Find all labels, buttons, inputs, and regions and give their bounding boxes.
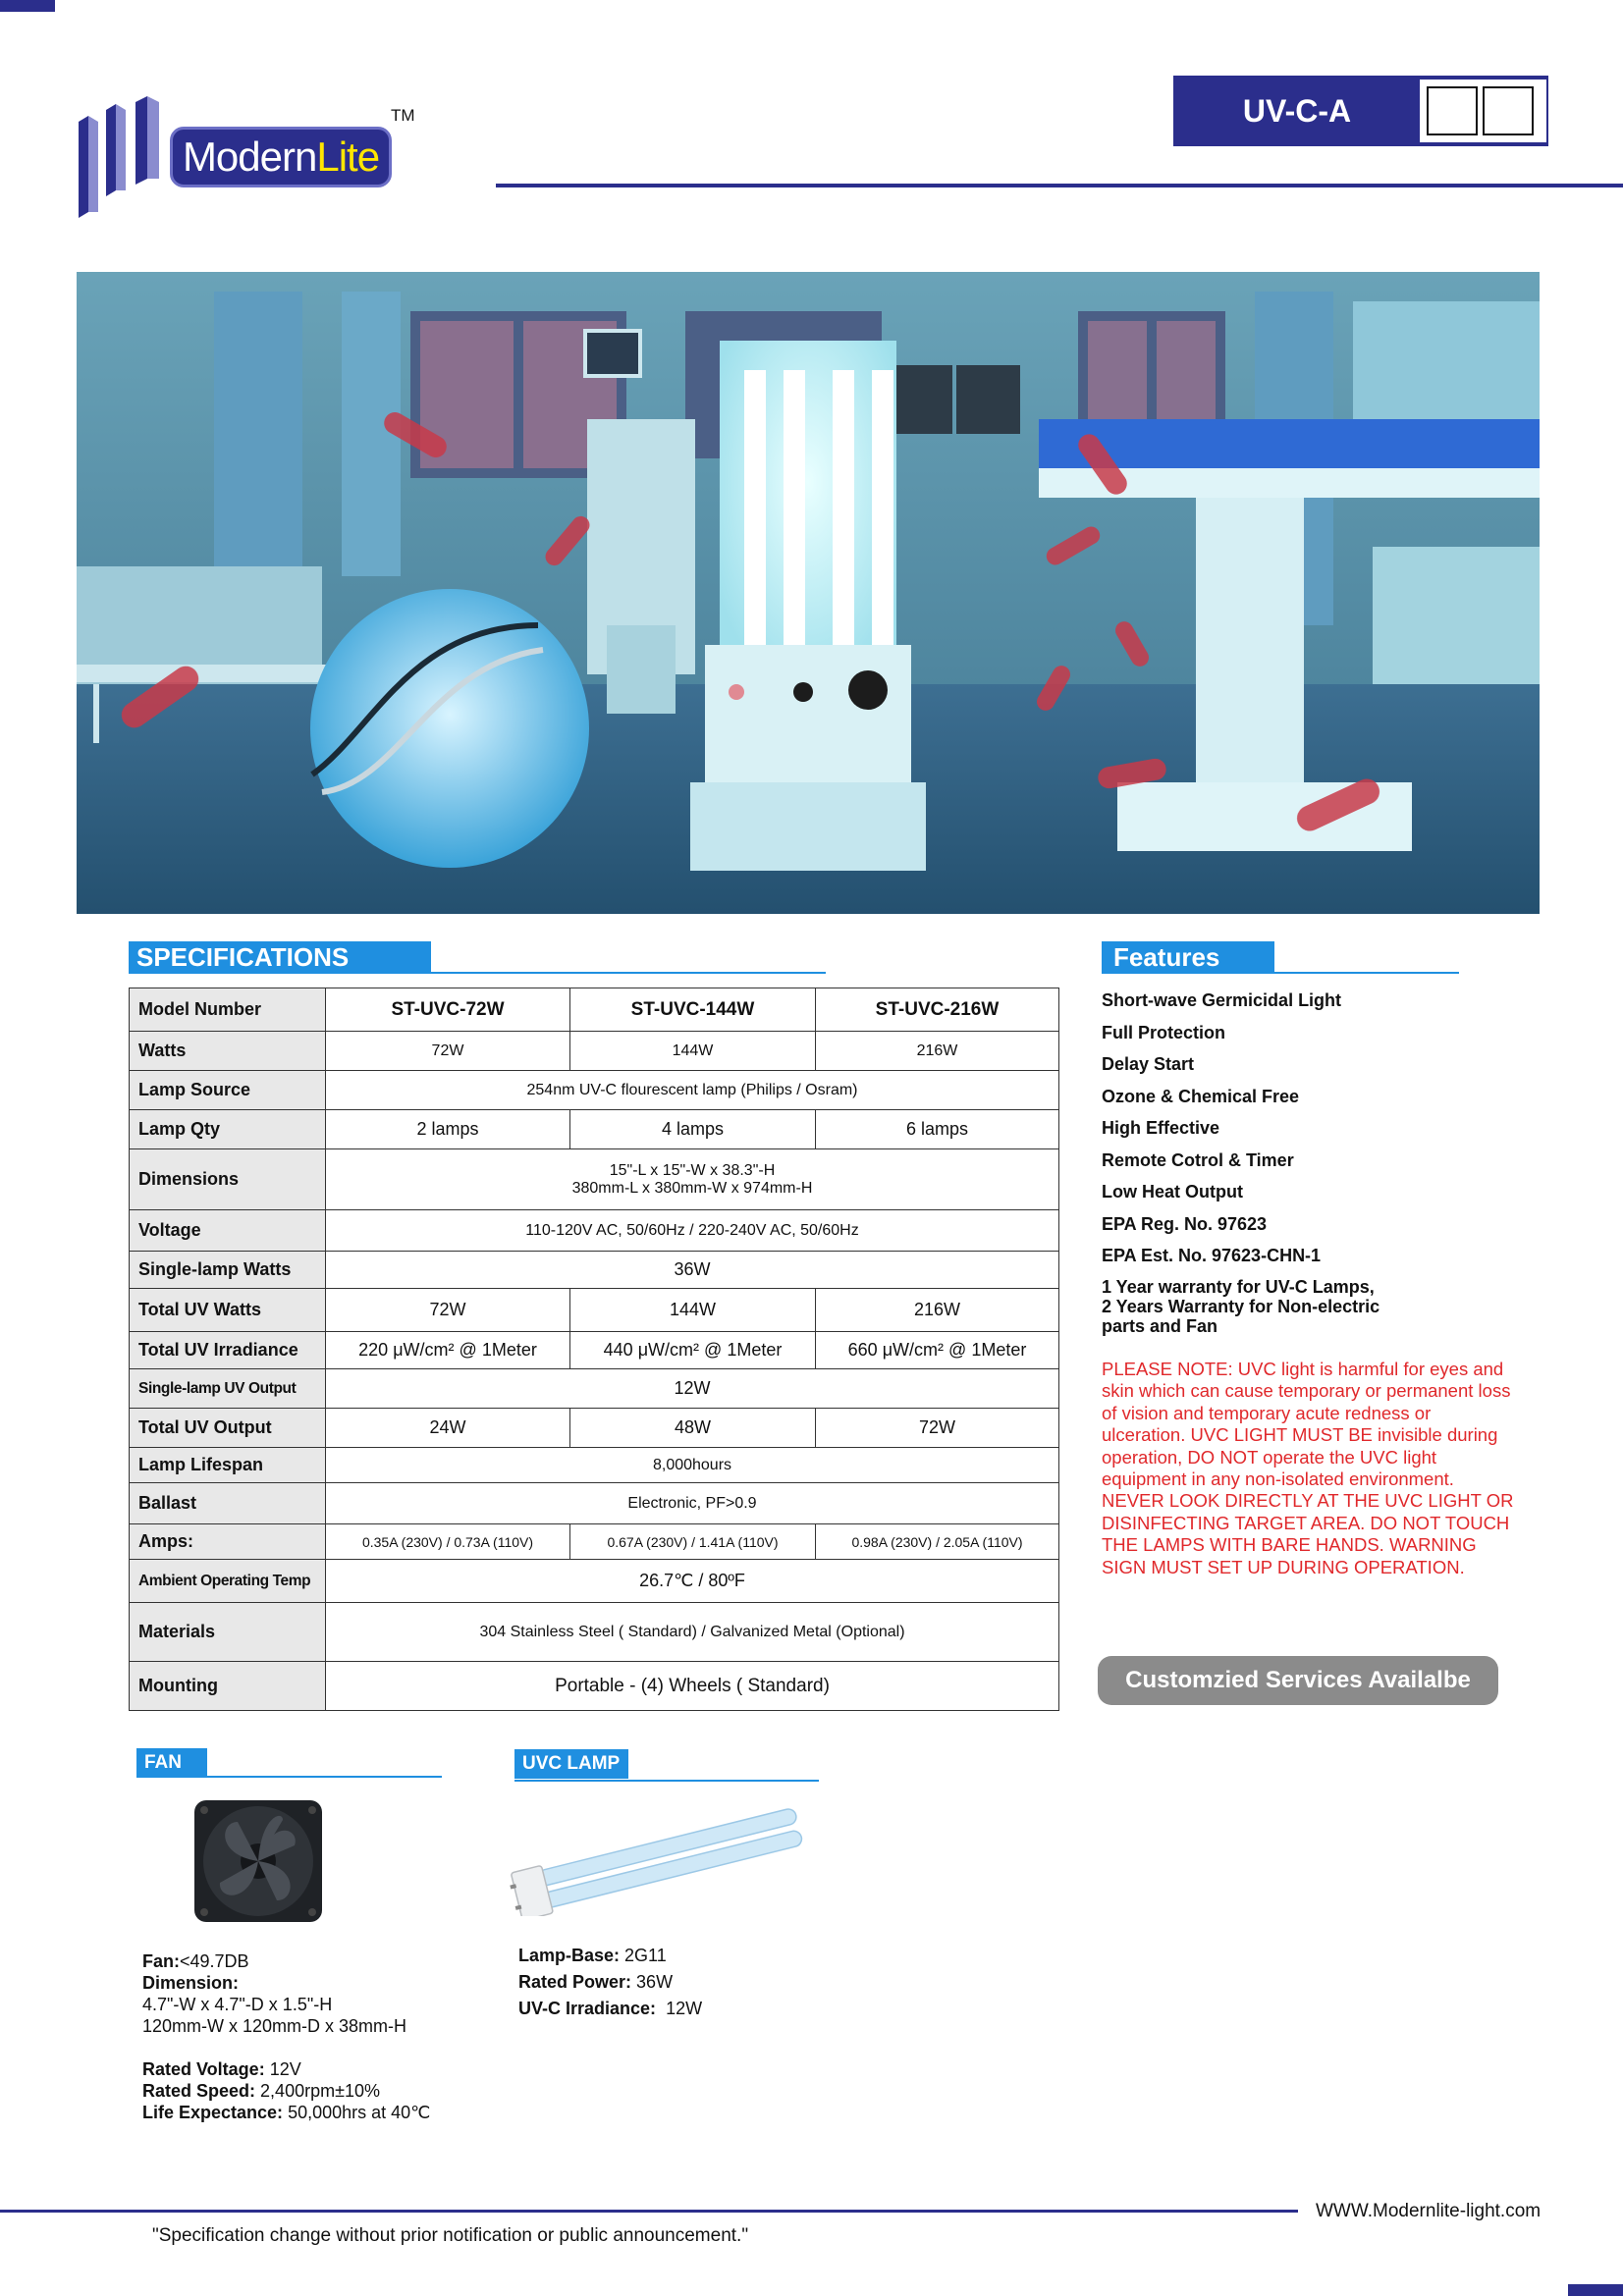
cell: 2 lamps xyxy=(326,1110,570,1149)
table-row xyxy=(130,1110,1059,1149)
row-label: Lamp Lifespan xyxy=(130,1448,326,1483)
cell: 72W xyxy=(326,1289,570,1332)
cell: 24W xyxy=(326,1409,570,1448)
fan-speed-label: Rated Speed: xyxy=(142,2081,256,2101)
lamp-power-label: Rated Power: xyxy=(518,1972,632,1992)
row-label: Mounting xyxy=(130,1662,326,1711)
cell: 440 μW/cm² @ 1Meter xyxy=(570,1332,816,1369)
row-label: Materials xyxy=(130,1603,326,1662)
uvc-lamp-heading: UVC LAMP xyxy=(514,1749,628,1779)
feature-item: Short-wave Germicidal Light xyxy=(1102,990,1342,1010)
row-label: Lamp Source xyxy=(130,1071,326,1110)
feature-item: Remote Cotrol & Timer xyxy=(1102,1149,1294,1170)
uv-disinfection-room-illustration xyxy=(77,272,1540,914)
fan-heading: FAN xyxy=(136,1748,207,1778)
trademark-symbol: TM xyxy=(391,106,415,125)
cell: 660 μW/cm² @ 1Meter xyxy=(816,1332,1059,1369)
cooling-fan-icon xyxy=(192,1798,324,1924)
footer-divider xyxy=(0,2210,1298,2213)
cell: 36W xyxy=(326,1252,1059,1289)
table-row xyxy=(130,1524,1059,1560)
fan-voltage-label: Rated Voltage: xyxy=(142,2059,265,2079)
cell: 0.35A (230V) / 0.73A (110V) xyxy=(326,1524,570,1560)
table-row xyxy=(130,1409,1059,1448)
row-label: Amps: xyxy=(130,1524,326,1560)
disclaimer-text: "Specification change without prior notification or public announcement." xyxy=(152,2225,749,2246)
cell: 216W xyxy=(816,1032,1059,1071)
model-number-header: Model Number xyxy=(130,988,326,1032)
lamp-irradiance-label: UV-C Irradiance: xyxy=(518,1999,657,2018)
cell: 26.7℃ / 80ºF xyxy=(326,1560,1059,1603)
logo-wordmark xyxy=(170,127,392,187)
badge-checkbox-area xyxy=(1420,80,1546,142)
column-header: ST-UVC-216W xyxy=(816,988,1059,1032)
cell: 216W xyxy=(816,1289,1059,1332)
lamp-irradiance-value: 12W xyxy=(666,1999,703,2018)
table-row xyxy=(130,1252,1059,1289)
table-row xyxy=(130,1560,1059,1603)
dimension-imperial: 15"-L x 15"-W x 38.3"-H xyxy=(609,1161,776,1179)
column-header: ST-UVC-144W xyxy=(570,988,816,1032)
specifications-table xyxy=(129,988,1059,1711)
fan-life-value: 50,000hrs at 40℃ xyxy=(288,2103,431,2122)
warranty-item: 1 Year warranty for UV-C Lamps, 2 Years Warranty for Non-electric parts and Fan xyxy=(1102,1276,1380,1336)
row-label: Dimensions xyxy=(130,1149,326,1210)
table-row xyxy=(130,1032,1059,1071)
lamp-specs xyxy=(518,1943,702,2022)
table-row xyxy=(130,1332,1059,1369)
hero-image xyxy=(77,272,1540,914)
fan-voltage-value: 12V xyxy=(269,2059,301,2079)
feature-item: EPA Est. No. 97623-CHN-1 xyxy=(1102,1246,1322,1265)
cell: 6 lamps xyxy=(816,1110,1059,1149)
table-row xyxy=(130,1369,1059,1409)
fan-noise-label: Fan: xyxy=(142,1951,180,1971)
feature-item: High Effective xyxy=(1102,1118,1220,1138)
cell: 0.67A (230V) / 1.41A (110V) xyxy=(570,1524,816,1560)
cell: Electronic, PF>0.9 xyxy=(326,1483,1059,1524)
fan-noise-value: <49.7DB xyxy=(180,1951,249,1971)
cell: 144W xyxy=(570,1032,816,1071)
cell: 8,000hours xyxy=(326,1448,1059,1483)
feature-item: EPA Reg. No. 97623 xyxy=(1102,1213,1268,1234)
lamp-base-label: Lamp-Base: xyxy=(518,1946,621,1965)
table-row xyxy=(130,1289,1059,1332)
specifications-heading: SPECIFICATIONS xyxy=(129,941,431,973)
row-label: Watts xyxy=(130,1032,326,1071)
model-badge xyxy=(1173,76,1548,146)
fan-dimension-metric: 120mm-W x 120mm-D x 38mm-H xyxy=(142,2016,407,2036)
safety-warning-note: PLEASE NOTE: UVC light is harmful for eyes and skin which can cause temporary or permanent loss of vision and temporary acute redness or ulceration. UVC LIGHT MUST BE invisible during operation, DO NOT operate the UVC light equipment in any non-isolated environment. NEVER LOOK DIRECTLY AT THE UVC LIGHT OR DISINFECTING TARGET AREA. DO NOT TOUCH THE LAMPS WITH BARE HANDS. WARNING SIGN MUST SET UP DURING OPERATION. xyxy=(1102,1359,1514,1577)
corner-accent xyxy=(1568,2284,1623,2296)
column-header: ST-UVC-72W xyxy=(326,988,570,1032)
cell xyxy=(326,1149,1059,1210)
table-row xyxy=(130,1210,1059,1252)
row-label: Lamp Qty xyxy=(130,1110,326,1149)
table-row xyxy=(130,1149,1059,1210)
feature-item: Full Protection xyxy=(1102,1022,1225,1042)
row-label: Voltage xyxy=(130,1210,326,1252)
table-row xyxy=(130,1603,1059,1662)
fan-speed-value: 2,400rpm±10% xyxy=(260,2081,380,2101)
row-label: Single-lamp UV Output xyxy=(130,1369,326,1409)
brand-logo xyxy=(77,96,430,218)
cell: 72W xyxy=(816,1409,1059,1448)
cell: 48W xyxy=(570,1409,816,1448)
table-row xyxy=(130,1448,1059,1483)
cell: 304 Stainless Steel ( Standard) / Galvanized Metal (Optional) xyxy=(326,1603,1059,1662)
row-label: Total UV Watts xyxy=(130,1289,326,1332)
badge-checkbox xyxy=(1483,86,1534,135)
dimension-metric: 380mm-L x 380mm-W x 974mm-H xyxy=(571,1179,813,1197)
features-list xyxy=(1102,989,1514,1346)
fan-dimension-label: Dimension: xyxy=(142,1973,240,1993)
brand-part1: Modern xyxy=(182,133,317,180)
cell: 254nm UV-C flourescent lamp (Philips / Osram) xyxy=(326,1071,1059,1110)
uvc-lamp-underline xyxy=(514,1780,819,1782)
brand-part2: Lite xyxy=(316,133,380,180)
table-row xyxy=(130,1071,1059,1110)
feature-item: Delay Start xyxy=(1102,1054,1195,1074)
specifications-underline xyxy=(129,972,826,974)
fan-specs xyxy=(142,1950,430,2123)
cell: 0.98A (230V) / 2.05A (110V) xyxy=(816,1524,1059,1560)
fan-underline xyxy=(136,1776,442,1778)
features-heading: Features xyxy=(1102,941,1274,973)
corner-accent xyxy=(0,0,55,12)
row-label: Ambient Operating Temp xyxy=(130,1560,326,1603)
uvc-lamp-icon xyxy=(509,1808,803,1916)
feature-item: Ozone & Chemical Free xyxy=(1102,1086,1300,1106)
cell: 12W xyxy=(326,1369,1059,1409)
table-header-row xyxy=(130,988,1059,1032)
header-divider xyxy=(496,184,1623,187)
table-row xyxy=(130,1662,1059,1711)
row-label: Single-lamp Watts xyxy=(130,1252,326,1289)
feature-item: Low Heat Output xyxy=(1102,1182,1243,1201)
row-label: Ballast xyxy=(130,1483,326,1524)
lamp-power-value: 36W xyxy=(636,1972,674,1992)
badge-checkbox xyxy=(1427,86,1478,135)
lamp-base-value: 2G11 xyxy=(624,1946,667,1965)
cell: 144W xyxy=(570,1289,816,1332)
features-underline xyxy=(1102,972,1459,974)
table-row xyxy=(130,1483,1059,1524)
cell: Portable - (4) Wheels ( Standard) xyxy=(326,1662,1059,1711)
cell: 72W xyxy=(326,1032,570,1071)
fan-life-label: Life Expectance: xyxy=(142,2103,284,2122)
logo-bars-icon xyxy=(77,96,185,218)
row-label: Total UV Irradiance xyxy=(130,1332,326,1369)
website-link[interactable]: WWW.Modernlite-light.com xyxy=(1316,2201,1542,2221)
cell: 110-120V AC, 50/60Hz / 220-240V AC, 50/60Hz xyxy=(326,1210,1059,1252)
cell: 4 lamps xyxy=(570,1110,816,1149)
cell: 220 μW/cm² @ 1Meter xyxy=(326,1332,570,1369)
customized-services-button[interactable]: Customzied Services Availalbe xyxy=(1098,1656,1498,1705)
row-label: Total UV Output xyxy=(130,1409,326,1448)
model-name: UV-C-A xyxy=(1242,92,1352,129)
fan-dimension-imperial: 4.7"-W x 4.7"-D x 1.5"-H xyxy=(142,1995,333,2014)
